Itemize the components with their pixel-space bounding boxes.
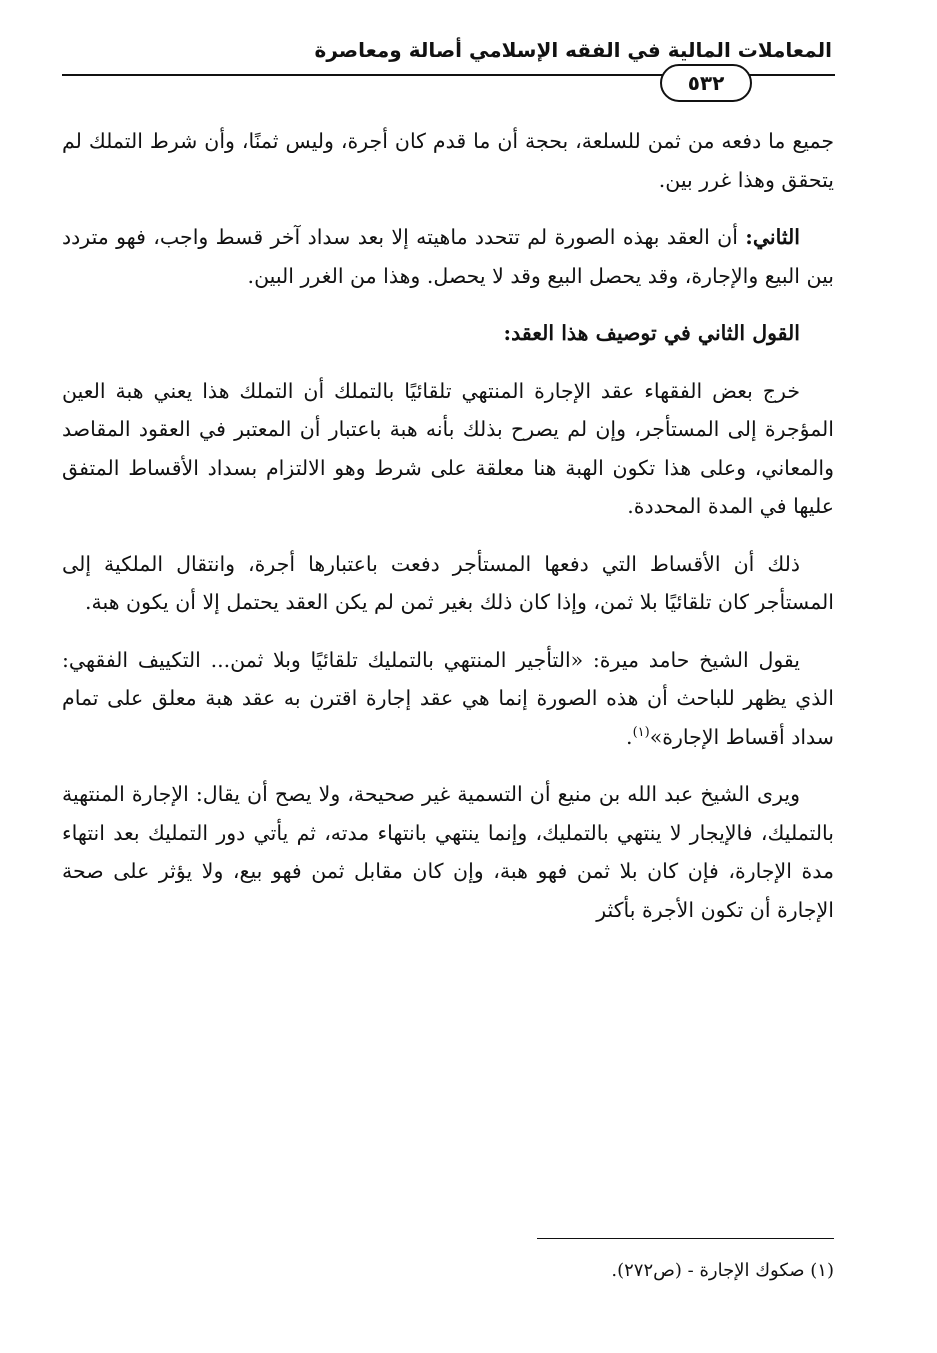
paragraph-5-text: يقول الشيخ حامد ميرة: «التأجير المنتهي بالتمليك تلقائيًا وبلا ثمن... التكييف الفقهي: الذي يظهر للباحث أن هذه الصورة إنما هي عقد إجارة اقترن به عقد هبة معلق على تمام سداد أقساط الإجارة» (62, 647, 834, 749)
paragraph-2 (62, 218, 834, 295)
running-title: المعاملات المالية في الفقه الإسلامي أصالة ومعاصرة (314, 38, 832, 62)
paragraph-2-lead: الثاني: (745, 225, 800, 249)
page-number: ٥٣٢ (660, 64, 752, 102)
footnote: (١) صكوك الإجارة - (ص٢٧٢). (611, 1260, 834, 1281)
paragraph-5-end: . (626, 724, 633, 749)
paragraph-4: ذلك أن الأقساط التي دفعها المستأجر دفعت باعتبارها أجرة، وانتقال الملكية إلى المستأجر كان تلقائيًا بلا ثمن، وإذا كان ذلك بغير ثمن لم يكن العقد يحتمل إلا أن يكون هبة. (62, 551, 834, 614)
footnote-rule (537, 1238, 834, 1239)
paragraph-1: جميع ما دفعه من ثمن للسلعة، بحجة أن ما قدم كان أجرة، وليس ثمنًا، وأن شرط التملك لم يتحقق وهذا غرر بين. (62, 129, 834, 192)
footnote-reference[interactable]: (١) (632, 724, 650, 740)
paragraph-2-text: أن العقد بهذه الصورة لم تتحدد ماهيته إلا بعد سداد آخر قسط واجب، فهو متردد بين البيع والإجارة، وقد يحصل البيع وقد لا يحصل. وهذا من الغرر البين. (62, 225, 834, 288)
paragraph-3: خرج بعض الفقهاء عقد الإجارة المنتهي تلقائيًا بالتملك أن التملك هذا يعني هبة العين المؤجرة إلى المستأجر، وإن لم يصرح بذلك بأنه هبة باعتبار أن المعتبر في العقود المقاصد والمعاني، وعلى هذا تكون الهبة هنا معلقة على شرط وهو الالتزام بسداد الأقساط المتفق عليها في المدة المحددة. (62, 378, 834, 518)
section-heading: القول الثاني في توصيف هذا العقد: (503, 321, 800, 345)
paragraph-5 (62, 641, 834, 757)
page-body (62, 122, 834, 948)
paragraph-6: ويرى الشيخ عبد الله بن منيع أن التسمية غير صحيحة، ولا يصح أن يقال: الإجارة المنتهية بالتمليك، فالإيجار لا ينتهي بالتمليك، وإنما ينتهي بانتهاء مدته، ثم يأتي دور التمليك بعد انتهاء مدة الإجارة، فإن كان بلا ثمن فهو هبة، وإن كان مقابل ثمن فهو بيع، ولا يؤثر على صحة الإجارة أن تكون الأجرة بأكثر (62, 782, 834, 922)
